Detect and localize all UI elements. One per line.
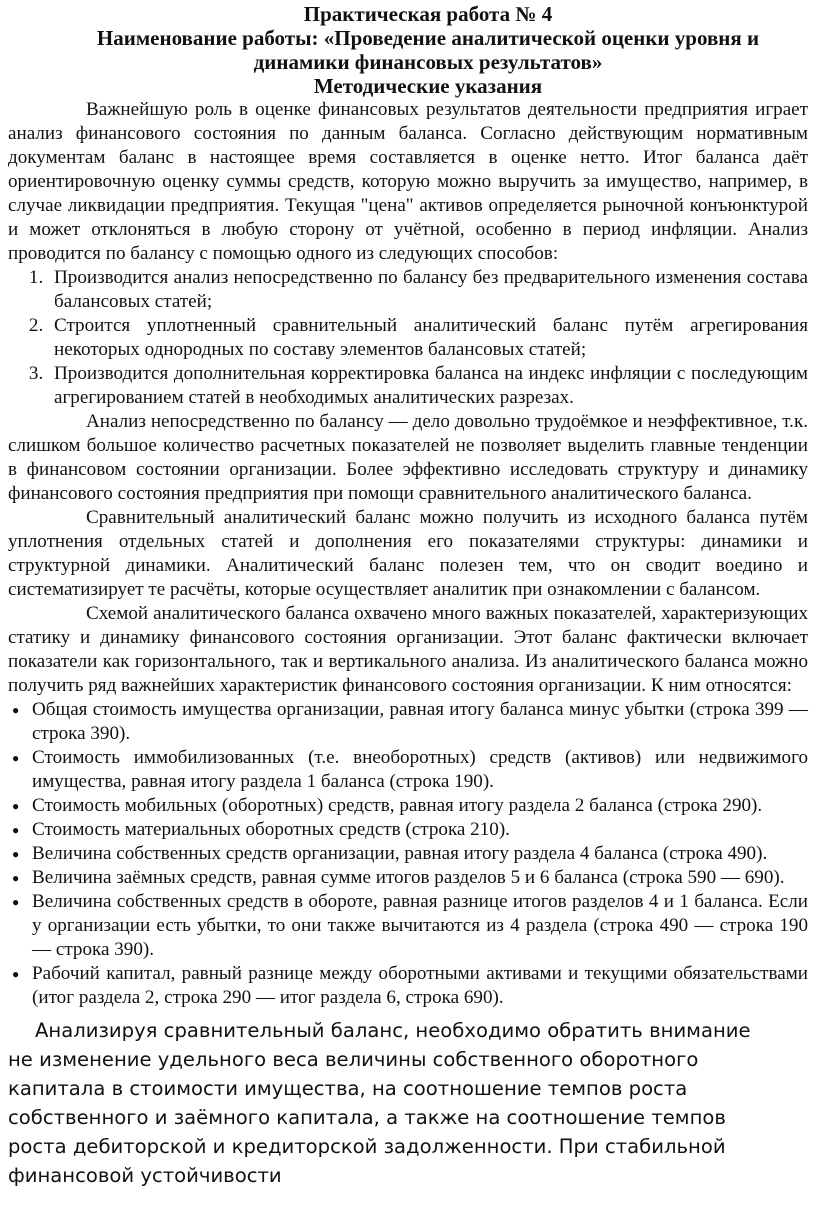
list-item-text: Стоимость мобильных (оборотных) средств, равная итогу раздела 2 баланса (строка 290). bbox=[32, 795, 763, 816]
list-item bbox=[12, 818, 808, 842]
bullet-icon: ● bbox=[12, 871, 20, 885]
bullet-icon: ● bbox=[12, 799, 20, 813]
list-item bbox=[12, 842, 808, 866]
methods-list-item: 2. Строится уплотненный сравнительный аналитический баланс путём агрегирования некоторых однородных по составу элементов балансовых статей; bbox=[48, 314, 808, 362]
list-item-text: Величина собственных средств организации, равная итогу раздела 4 баланса (строка 490). bbox=[32, 843, 768, 864]
work-name-title-line2: динамики финансовых результатов» bbox=[253, 50, 603, 74]
characteristics-list bbox=[8, 698, 808, 1010]
title-block bbox=[8, 2, 808, 98]
list-item bbox=[12, 866, 808, 890]
direct-analysis-paragraph: Анализ непосредственно по балансу — дело довольно трудоёмкое и неэффективное, т.к. слишком большое количество расчетных показателей не позволяет выделить главные тенденции в финансовом состоянии организации. Более эффективно исследовать структуру и динамику финансового состояния предприятия при помощи сравнительного аналитического баланса. bbox=[8, 411, 808, 504]
list-item-text: Стоимость материальных оборотных средств (строка 210). bbox=[32, 819, 510, 840]
methods-list-item: 1. Производится анализ непосредственно по балансу без предварительного изменения состава балансовых статей; bbox=[48, 266, 808, 314]
bullet-icon: ● bbox=[12, 847, 20, 861]
list-item bbox=[12, 698, 808, 746]
list-item-text: Общая стоимость имущества организации, равная итогу баланса минус убытки (строка 399 — строка 390). bbox=[32, 699, 808, 744]
methods-list-item: 3. Производится дополнительная корректировка баланса на индекс инфляции с последующим агрегированием статей в необходимых аналитических разрезах. bbox=[48, 362, 808, 410]
list-item-text: Величина заёмных средств, равная сумме итогов разделов 5 и 6 баланса (строка 590 — 690). bbox=[32, 867, 785, 888]
list-item bbox=[12, 962, 808, 1010]
comparative-balance-paragraph: Сравнительный аналитический баланс можно получить из исходного баланса путём уплотнения отдельных статей и дополнения его показателями структуры: динамики и структурной динамики. Аналитический баланс полезен тем, что он сводит воедино и систематизирует те расчёты, которые осуществляет аналитик при ознакомлении с балансом. bbox=[8, 507, 808, 600]
work-name-title-line1: Наименование работы: «Проведение аналитической оценки уровня и bbox=[96, 26, 760, 50]
bullet-icon: ● bbox=[12, 967, 20, 981]
bullet-icon: ● bbox=[12, 895, 20, 909]
list-item bbox=[12, 794, 808, 818]
bullet-icon: ● bbox=[12, 703, 20, 717]
intro-paragraph: Важнейшую роль в оценке финансовых результатов деятельности предприятия играет анализ финансового состояния по данным баланса. Согласно действующим нормативным документам баланс в настоящее время составляется в оценке нетто. Итог баланса даёт ориентировочную оценку суммы средств, которую можно выручить за имущество, например, в случае ликвидации предприятия. Текущая "цена" активов определяется рыночной конъюнктурой и может отклоняться в любую сторону от учётной, особенно в период инфляции. Анализ проводится по балансу с помощью одного из следующих способов: bbox=[8, 99, 808, 264]
analytical-scheme-paragraph: Схемой аналитического баланса охвачено много важных показателей, характеризующих статику и динамику финансового состояния организации. Этот баланс фактически включает показатели как горизонтального, так и вертикального анализа. Из аналитического баланса можно получить ряд важнейших характеристик финансового состояния организации. К ним относятся: bbox=[8, 603, 808, 696]
work-number-title: Практическая работа № 4 bbox=[303, 2, 553, 26]
list-item-text: Стоимость иммобилизованных (т.е. внеоборотных) средств (активов) или недвижимого имущества, равная итогу раздела 1 баланса (строка 190). bbox=[32, 747, 808, 792]
list-item bbox=[12, 890, 808, 962]
bullet-icon: ● bbox=[12, 823, 20, 837]
list-item bbox=[12, 746, 808, 794]
list-item-text: Рабочий капитал, равный разнице между оборотными активами и текущими обязательствами (итог раздела 2, строка 290 — итог раздела 6, строка 690). bbox=[32, 963, 808, 1008]
methods-list bbox=[8, 266, 808, 410]
guidelines-heading: Методические указания bbox=[313, 74, 543, 98]
list-item-text: Величина собственных средств в обороте, равная разнице итогов разделов 4 и 1 баланса. Если у организации есть убытки, то они также вычитаются из 4 раздела (строка 490 — строка 190 — строка 390). bbox=[32, 891, 808, 960]
bullet-icon: ● bbox=[12, 751, 20, 765]
closing-paragraph: Анализируя сравнительный баланс, необходимо обратить внимание не изменение удельного веса величины собственного оборотного капитала в стоимости имущества, на соотношение темпов роста собственного и заёмного капитала, а также на соотношение темпов роста дебиторской и кредиторской задолженности. При стабильной финансовой устойчивости bbox=[8, 1019, 751, 1187]
